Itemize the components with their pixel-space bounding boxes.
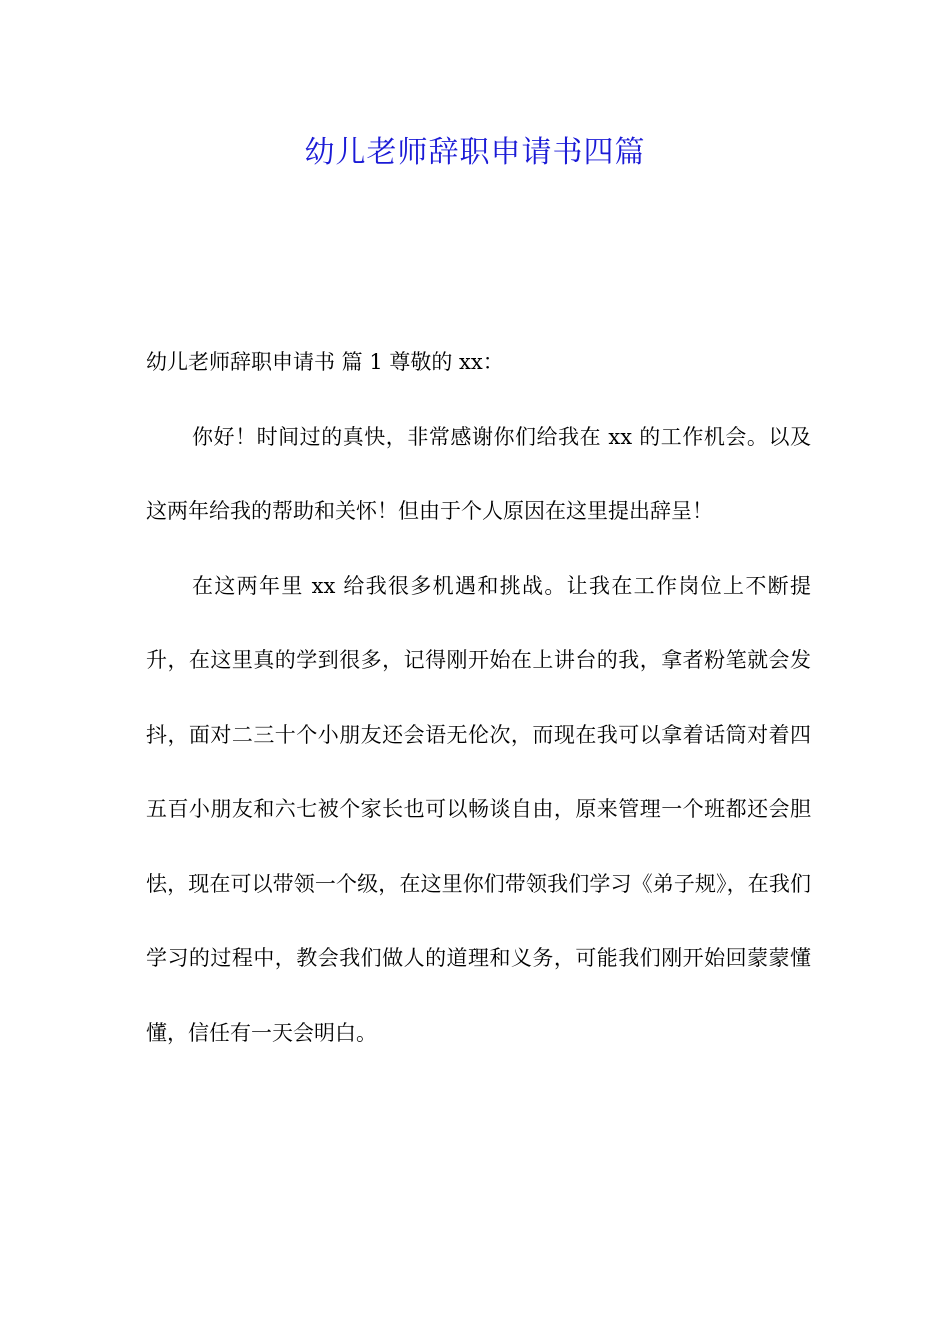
document-body [146,325,811,1070]
document-title: 幼儿老师辞职申请书四篇 [304,135,646,170]
salutation-line: 幼儿老师辞职申请书 篇 1 尊敬的 xx： [146,350,504,374]
paragraph-1: 你好！时间过的真快，非常感谢你们给我在 xx 的工作机会。以及这两年给我的帮助和关怀！但由于个人原因在这里提出辞呈！ [146,424,811,523]
paragraph-2: 在这两年里 xx 给我很多机遇和挑战。让我在工作岗位上不断提升，在这里真的学到很多，记得刚开始在上讲台的我，拿者粉笔就会发抖，面对二三十个小朋友还会语无伦次，而现在我可以拿着话筒对着四五百小朋友和六七被个家长也可以畅谈自由，原来管理一个班都还会胆怯，现在可以带领一个级，在这里你们带领我们学习《弟子规》，在我们学习的过程中，教会我们做人的道理和义务，可能我们刚开始回蒙蒙懂懂，信任有一天会明白。 [146,573,811,1045]
